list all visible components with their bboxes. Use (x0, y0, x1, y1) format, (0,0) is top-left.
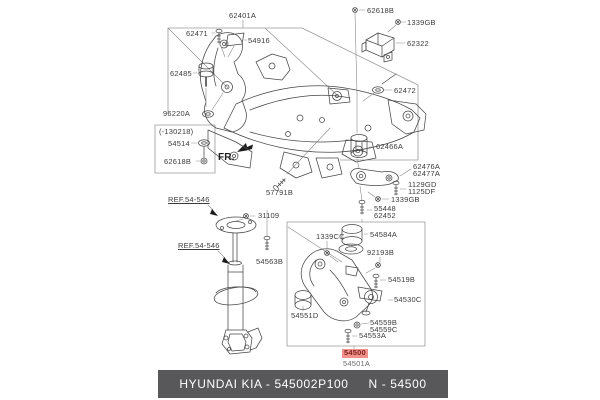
ref-label-strut-top: REF.54-546 (168, 195, 210, 204)
part-label-55448: 55448 (374, 204, 396, 213)
part-label-57791B: 57791B (266, 188, 294, 197)
part-label-54916: 54916 (248, 36, 270, 45)
part-label-92193B: 92193B (367, 248, 395, 257)
part-label-31109: 31109 (258, 211, 280, 220)
part-label-62476A: 62476A (413, 162, 441, 171)
hardware-icons (193, 8, 411, 350)
part-label-54514: 54514 (168, 139, 190, 148)
part-label-54584A: 54584A (370, 230, 398, 239)
part-label-62472: 62472 (394, 86, 416, 95)
part-label-1339GB-right: 1339GB (391, 195, 420, 204)
footer-part-ref: N - 54500 (368, 377, 427, 391)
part-label-1339GB-top: 1339GB (407, 18, 436, 27)
selected-part-number[interactable]: 54500 (344, 348, 366, 357)
fr-direction-label: FR. (218, 152, 235, 163)
selected-part-alt-number: 54501A (343, 359, 371, 368)
part-label-62466A: 62466A (376, 142, 404, 151)
part-label-62471: 62471 (186, 29, 208, 38)
part-label-1339CC: 1339CC (316, 232, 345, 241)
part-label-1125DF: 1125DF (408, 187, 436, 196)
part-label-62477A: 62477A (413, 169, 441, 178)
part-label-54530C: 54530C (394, 295, 422, 304)
part-label-54519B: 54519B (388, 275, 416, 284)
part-label-62618B-box: 62618B (164, 157, 192, 166)
part-label-1129GD: 1129GD (408, 180, 437, 189)
strut-drawing (213, 217, 262, 354)
ref-label-strut-body: REF.54-546 (178, 241, 220, 250)
part-label-54559C: 54559C (370, 325, 398, 334)
part-label-54553A: 54553A (359, 331, 387, 340)
part-label-54551D: 54551D (291, 311, 319, 320)
part-label-96220A: 96220A (163, 109, 191, 118)
part-label-62401A: 62401A (229, 11, 257, 20)
part-label-54559B: 54559B (370, 318, 398, 327)
part-label-62452: 62452 (374, 211, 396, 220)
part-label-54563B: 54563B (256, 257, 284, 266)
footer-bar (158, 370, 448, 398)
part-label-62618B-top: 62618B (367, 6, 395, 15)
footer-catalog-code: HYUNDAI KIA - 545002P100 (179, 377, 349, 391)
part-label-62485: 62485 (170, 69, 192, 78)
part-label-62322: 62322 (407, 39, 429, 48)
condition-range-label: (-130218) (159, 127, 194, 136)
